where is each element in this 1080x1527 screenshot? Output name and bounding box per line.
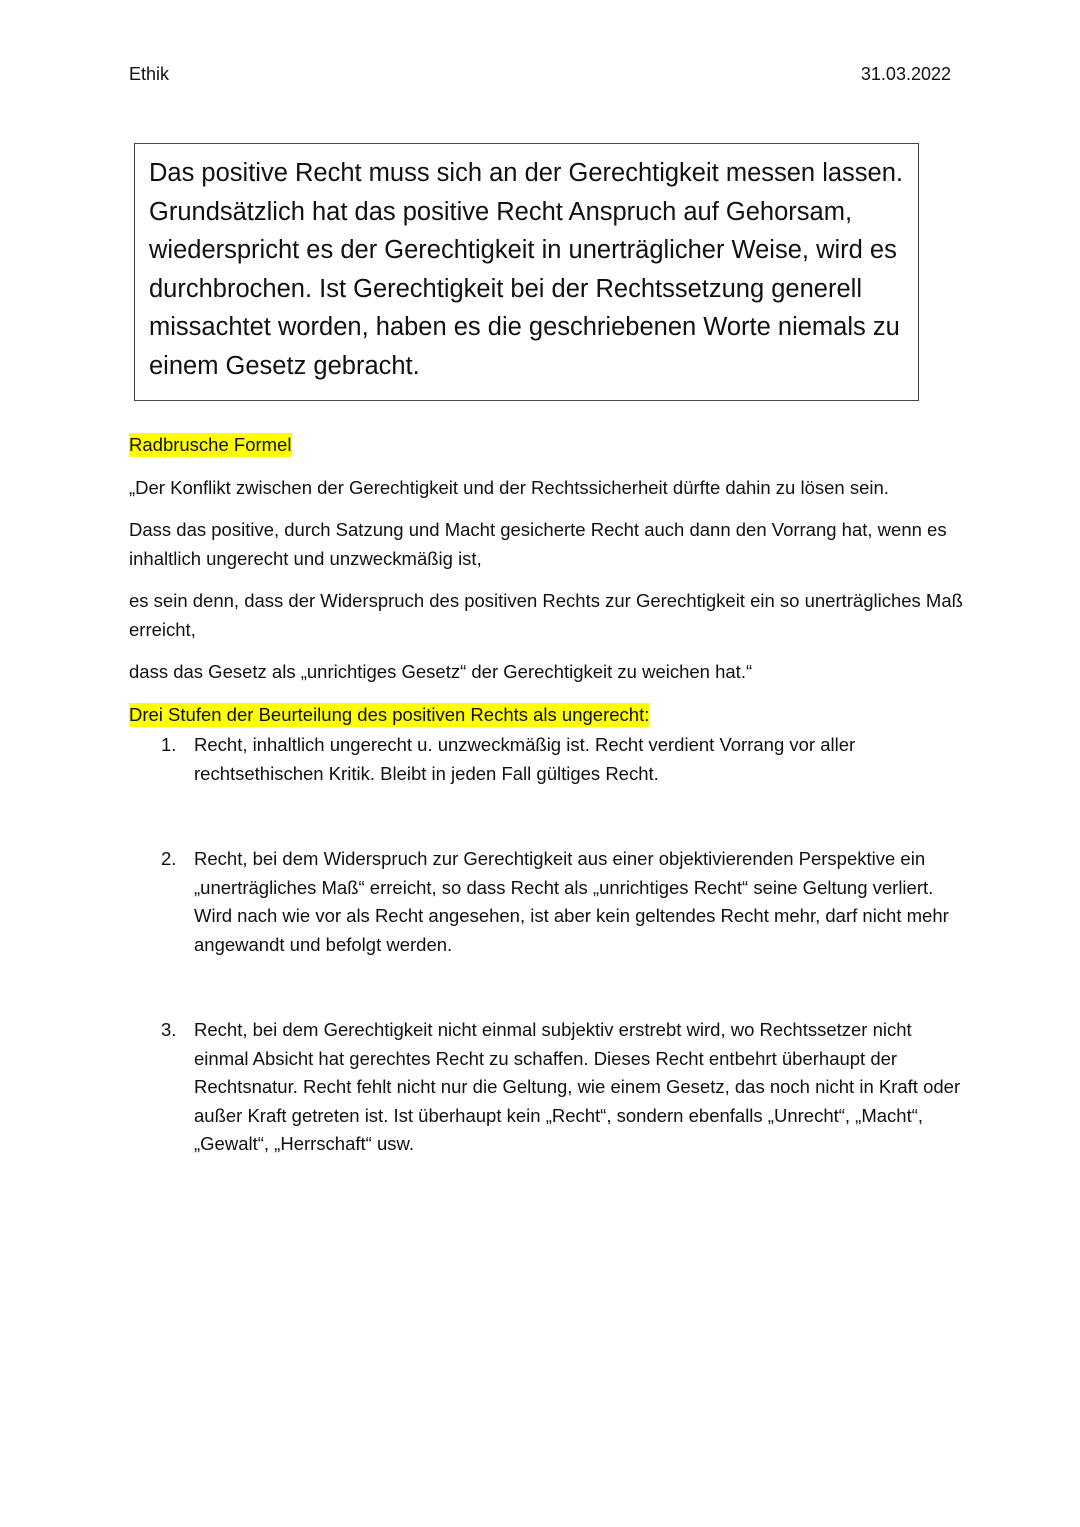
formula-heading: Radbrusche Formel <box>129 434 292 455</box>
list-item-number: 1. <box>161 734 177 755</box>
list-item-text: Recht, bei dem Widerspruch zur Gerechtigkeit aus einer objektivierenden Perspektive ein „unerträgliches Maß“ erreicht, so dass Recht als „unrichtiges Recht“ seine Geltung verliert. Wird nach wie vor als Recht angesehen, ist aber kein geltendes Recht mehr, darf nicht mehr angewandt und befolgt werden. <box>194 848 949 955</box>
header-date: 31.03.2022 <box>860 64 951 84</box>
summary-text: Das positive Recht muss sich an der Gerechtigkeit messen lassen. Grundsätzlich hat das positive Recht Anspruch auf Gehorsam, wiederspricht es der Gerechtigkeit in unerträglicher Weise, wird es durchbrochen. Ist Gerechtigkeit bei der Rechtssetzung generell missachtet worden, haben es die geschriebenen Worte niemals zu einem Gesetz gebracht. <box>149 159 903 380</box>
list-item-text: Recht, bei dem Gerechtigkeit nicht einmal subjektiv erstrebt wird, wo Rechtssetzer nicht einmal Absicht hat gerechtes Recht zu schaffen. Dieses Recht entbehrt überhaupt der Rechtsnatur. Recht fehlt nicht nur die Geltung, wie einem Gesetz, das noch nicht in Kraft oder außer Kraft getreten ist. Ist überhaupt kein „Recht“, sondern ebenfalls „Unrecht“, „Macht“, „Gewalt“, „Herrschaft“ usw. <box>194 1019 961 1154</box>
main-content <box>129 431 964 1159</box>
stages-heading: Drei Stufen der Beurteilung des positiven Rechts als ungerecht: <box>129 703 650 725</box>
list-item-text: Recht, inhaltlich ungerecht u. unzweckmäßig ist. Recht verdient Vorrang vor aller rechtsethischen Kritik. Bleibt in jeden Fall gültiges Recht. <box>194 734 856 784</box>
list-item <box>129 845 964 959</box>
formula-paragraph: „Der Konflikt zwischen der Gerechtigkeit und der Rechtssicherheit dürfte dahin zu lösen sein. <box>129 476 889 498</box>
formula-heading-line <box>129 431 964 460</box>
stages-list <box>129 731 964 1159</box>
list-item-number: 2. <box>161 848 177 869</box>
list-item-number: 3. <box>161 1019 177 1040</box>
list-item <box>129 1016 964 1159</box>
formula-paragraph: es sein denn, dass der Widerspruch des positiven Rechts zur Gerechtigkeit ein so unerträgliches Maß erreicht, <box>129 590 963 640</box>
header-subject: Ethik <box>129 64 170 84</box>
list-item <box>129 731 964 788</box>
stages-heading-line <box>129 701 964 730</box>
formula-paragraph: dass das Gesetz als „unrichtiges Gesetz“ der Gerechtigkeit zu weichen hat.“ <box>129 661 753 682</box>
formula-paragraph: Dass das positive, durch Satzung und Macht gesicherte Recht auch dann den Vorrang hat, wenn es inhaltlich ungerecht und unzweckmäßig ist, <box>129 519 947 569</box>
summary-box <box>134 143 919 401</box>
